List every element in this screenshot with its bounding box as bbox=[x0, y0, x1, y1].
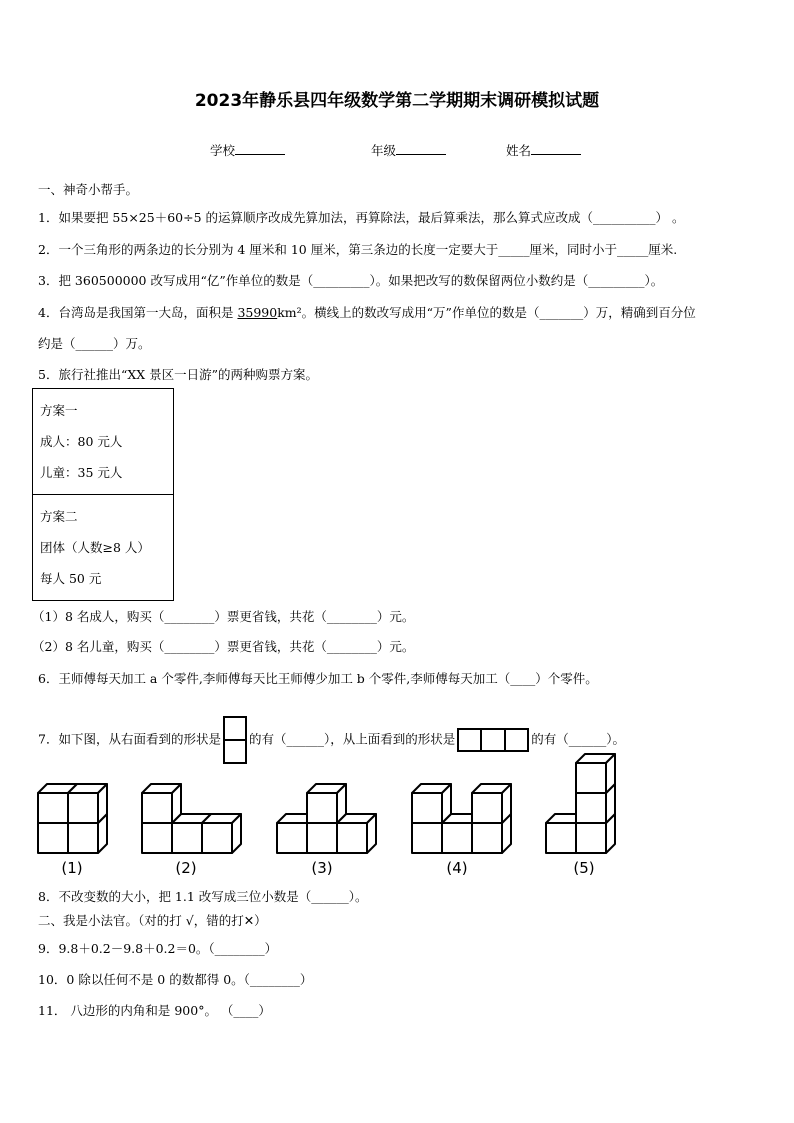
cube-front-face bbox=[142, 793, 172, 823]
name-blank bbox=[531, 143, 581, 155]
school-label: 学校 bbox=[210, 143, 236, 158]
cube-front-face bbox=[68, 793, 98, 823]
name-field bbox=[506, 141, 581, 159]
cube-front-face bbox=[38, 793, 68, 823]
question-4 bbox=[38, 303, 696, 321]
figure-5 bbox=[546, 754, 615, 853]
grade-label: 年级 bbox=[371, 143, 397, 158]
plan-1-adult-price: 成人：80 元人 bbox=[40, 434, 123, 449]
school-field bbox=[210, 141, 285, 159]
question-5: 5．旅行社推出“XX 景区一日游”的两种购票方案。 bbox=[38, 367, 319, 382]
cube-front-face bbox=[68, 823, 98, 853]
question-9: 9．9.8＋0.2－9.8＋0.2＝0。（________） bbox=[38, 941, 278, 956]
cube-front-face bbox=[412, 793, 442, 823]
figure-label-2: (2) bbox=[175, 859, 197, 877]
figure-2 bbox=[142, 784, 241, 853]
question-6: 6．王师傅每天加工 a 个零件,李师傅每天比王师傅少加工 b 个零件,李师傅每天加工（____）个零件。 bbox=[38, 671, 598, 686]
figure-1 bbox=[38, 784, 107, 853]
figure-label-5: (5) bbox=[573, 859, 595, 877]
cube-front-face bbox=[576, 823, 606, 853]
cube-front-face bbox=[337, 823, 367, 853]
question-3: 3．把 360500000 改写成用“亿”作单位的数是（_________）。如果把改写的数保留两位小数约是（_________）。 bbox=[38, 273, 664, 288]
cube-figures bbox=[0, 745, 794, 885]
question-7-text: 7．如下图，从右面看到的形状是 bbox=[38, 731, 221, 747]
cube-front-face bbox=[472, 823, 502, 853]
cube-front-face bbox=[172, 823, 202, 853]
question-11: 11． 八边形的内角和是 900°。 （____） bbox=[38, 1003, 271, 1018]
cube-front-face bbox=[442, 823, 472, 853]
cube-front-face bbox=[546, 823, 576, 853]
cube-front-face bbox=[307, 793, 337, 823]
question-4-line-2: 约是（______）万。 bbox=[38, 336, 151, 351]
area-number: 35990 bbox=[237, 305, 278, 320]
figure-label-4: (4) bbox=[446, 859, 468, 877]
name-label: 姓名 bbox=[506, 143, 532, 158]
cube-front-face bbox=[202, 823, 232, 853]
cube-front-face bbox=[142, 823, 172, 853]
question-7-text-2: 的有（______），从上面看到的形状是 bbox=[248, 731, 456, 747]
figure-label-3: (3) bbox=[311, 859, 333, 877]
question-10: 10．0 除以任何不是 0 的数都得 0。（________） bbox=[38, 972, 313, 987]
cube-front-face bbox=[412, 823, 442, 853]
ticket-plans-table bbox=[32, 388, 174, 601]
section-2-heading: 二、我是小法官。（对的打 √，错的打✕） bbox=[38, 913, 267, 928]
figure-4 bbox=[412, 784, 511, 853]
plan-1-title: 方案一 bbox=[40, 403, 78, 418]
grade-field bbox=[371, 141, 446, 159]
figure-label-1: (1) bbox=[61, 859, 83, 877]
plan-2-price: 每人 50 元 bbox=[40, 571, 102, 586]
question-7-text-3: 的有（______）。 bbox=[531, 731, 625, 747]
page-title: 2023年静乐县四年级数学第二学期期末调研模拟试题 bbox=[194, 91, 600, 111]
figure-3 bbox=[277, 784, 376, 853]
cube-front-face bbox=[576, 793, 606, 823]
school-blank bbox=[235, 143, 285, 155]
plan-2-group-condition: 团体（人数≥8 人） bbox=[40, 540, 150, 555]
grade-blank bbox=[396, 143, 446, 155]
plan-2-title: 方案二 bbox=[40, 509, 78, 524]
cube-front-face bbox=[472, 793, 502, 823]
cube-front-face bbox=[307, 823, 337, 853]
question-4-text-2: 。横线上的数改写成用“万”作单位的数是（_______）万，精确到百分位 bbox=[301, 305, 696, 320]
question-8: 8．不改变数的大小，把 1.1 改写成三位小数是（______）。 bbox=[38, 889, 368, 904]
area-unit: km² bbox=[277, 305, 302, 320]
question-5-part-2: （2）8 名儿童，购买（________）票更省钱，共花（________）元。 bbox=[32, 639, 415, 654]
cube-front-face bbox=[576, 763, 606, 793]
cube-front-face bbox=[277, 823, 307, 853]
cube-front-face bbox=[38, 823, 68, 853]
section-1-heading: 一、神奇小帮手。 bbox=[38, 182, 139, 197]
question-4-text: 4．台湾岛是我国第一大岛，面积是 bbox=[38, 305, 238, 320]
plan-1-child-price: 儿童：35 元人 bbox=[40, 465, 123, 480]
plan-1-cell bbox=[33, 389, 173, 495]
question-5-part-1: （1）8 名成人，购买（________）票更省钱，共花（________）元。 bbox=[32, 609, 415, 624]
plan-2-cell bbox=[33, 495, 173, 600]
question-2: 2．一个三角形的两条边的长分别为 4 厘米和 10 厘米，第三条边的长度一定要大于_____厘米，同时小于_____厘米. bbox=[38, 242, 678, 257]
question-1: 1．如果要把 55×25＋60÷5 的运算顺序改成先算加法，再算除法，最后算乘法，那么算式应改成（__________） 。 bbox=[38, 210, 685, 225]
